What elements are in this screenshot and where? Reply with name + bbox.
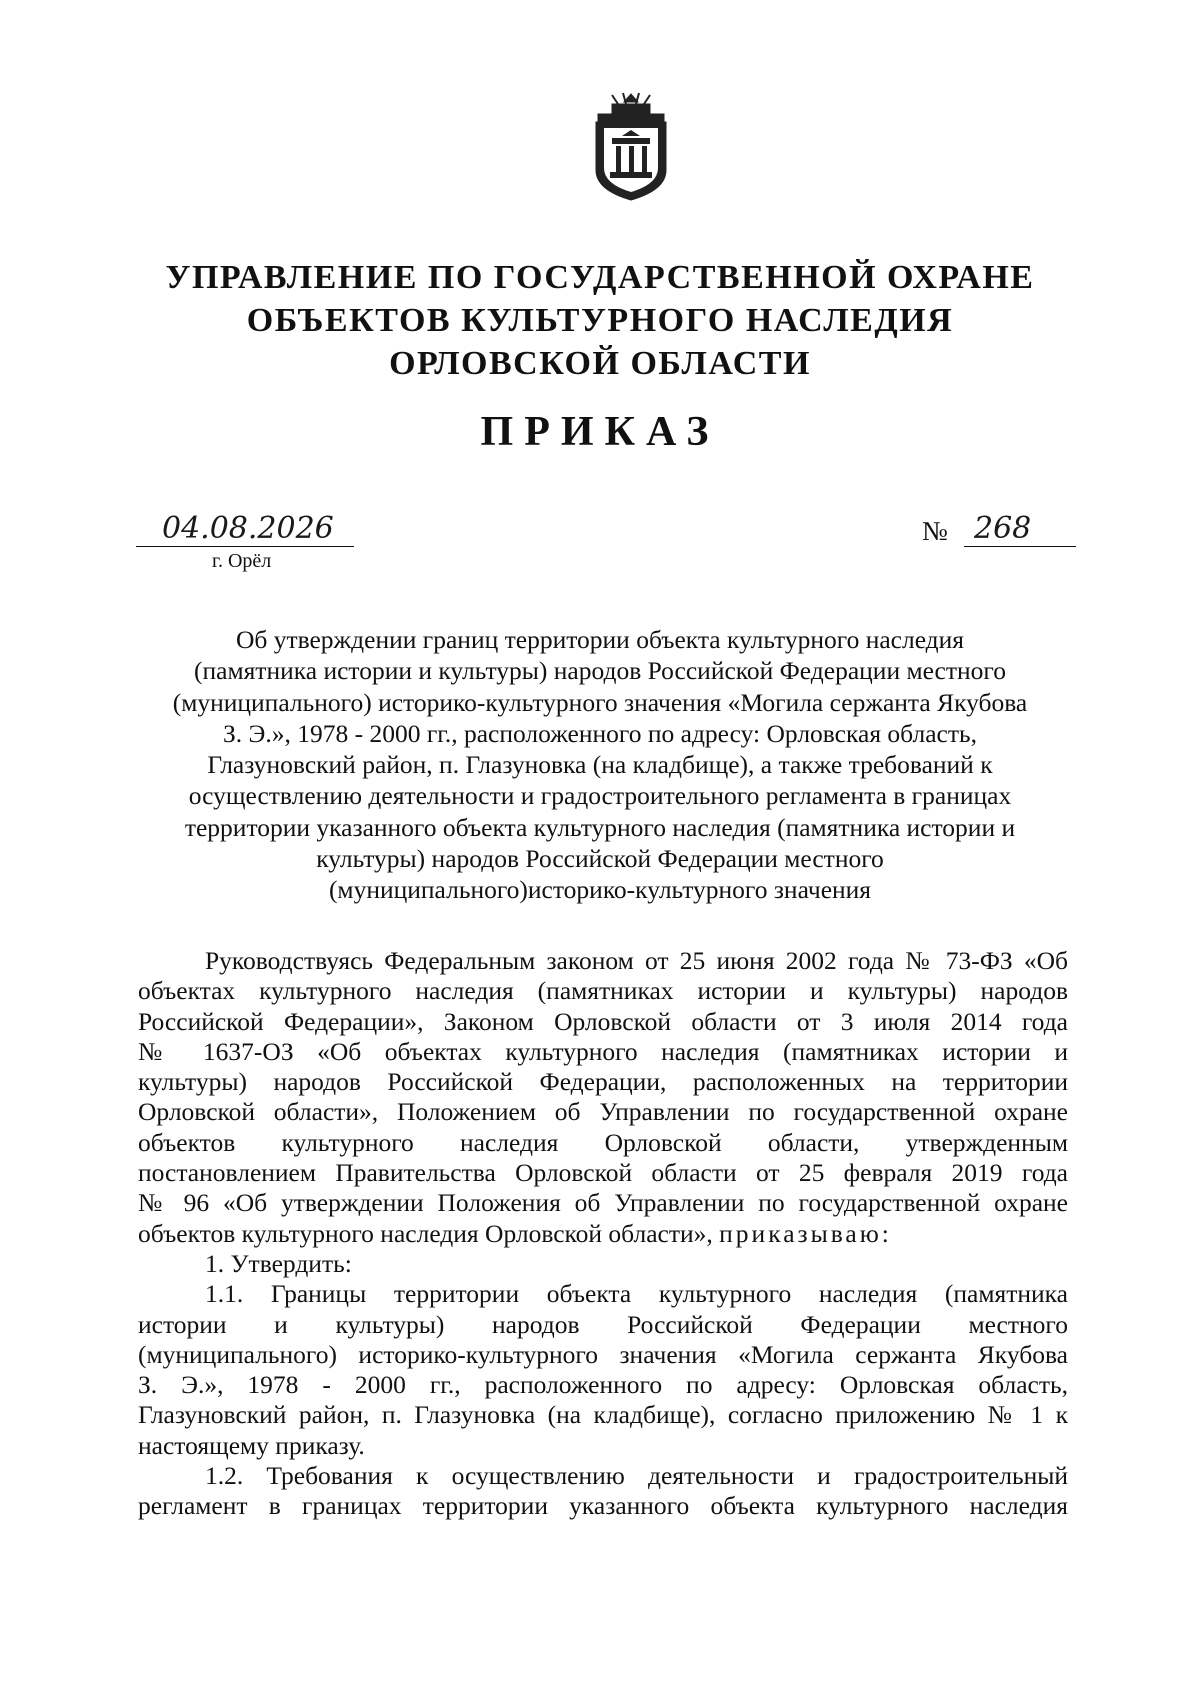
preamble-line: объектах культурного наследия (памятниках истории и культуры) народов	[138, 976, 1068, 1006]
preamble-line: Орловской области», Положением об Управлении по государственной охране	[138, 1097, 1068, 1127]
coat-of-arms-icon	[588, 92, 674, 202]
preamble-line: Руководствуясь Федеральным законом от 25 июня 2002 года № 73-ФЗ «Об	[205, 946, 1068, 975]
subject-line: З. Э.», 1978 - 2000 гг., расположенного по адресу: Орловская область,	[222, 718, 978, 748]
preamble-line: Российской Федерации», Законом Орловской области от 3 июля 2014 года	[138, 1006, 1068, 1036]
preamble-line: культуры) народов Российской Федерации, расположенных на территории	[138, 1067, 1068, 1097]
item-1-1-line: Глазуновский район, п. Глазуновка (на кладбище), согласно приложению № 1 к	[138, 1400, 1068, 1430]
preamble-last-line	[138, 1219, 1068, 1249]
preamble-line: № 96 «Об утверждении Положения об Управлении по государственной охране	[138, 1188, 1068, 1218]
preamble-line: № 1637-ОЗ «Об объектах культурного наследия (памятниках истории и	[138, 1036, 1068, 1066]
subject-line: территории указанного объекта культурного наследия (памятника истории и	[184, 812, 1016, 842]
subject-line: (памятника истории и культуры) народов Российской Федерации местного	[193, 656, 1006, 686]
item-1-1-line: З. Э.», 1978 - 2000 гг., расположенного по адресу: Орловская область,	[138, 1370, 1068, 1400]
item-1-1-line: 1.1. Границы территории объекта культурного наследия (памятника	[205, 1279, 1068, 1309]
city-label: г. Орёл	[212, 550, 272, 572]
item-1-2-line: регламент в границах территории указанного объекта культурного наследия	[138, 1491, 1068, 1521]
preamble-line-text: объектов культурного наследия Орловской области»,	[138, 1218, 713, 1248]
organization-name-line: ОБЪЕКТОВ КУЛЬТУРНОГО НАСЛЕДИЯ	[246, 302, 954, 339]
organization-name	[140, 256, 1060, 385]
item-1-1-line: истории и культуры) народов Российской Федерации местного	[138, 1309, 1068, 1339]
subject-line: Об утверждении границ территории объекта культурного наследия	[235, 625, 965, 654]
order-word: приказываю:	[719, 1218, 892, 1248]
item-1-1-line: (муниципального) историко-культурного значения «Могила сержанта Якубова	[138, 1339, 1068, 1369]
date-block	[136, 512, 354, 573]
preamble-line: объектов культурного наследия Орловской области, утвержденным	[138, 1127, 1068, 1157]
date-signature-line	[136, 512, 354, 547]
document-type-title: ПРИКАЗ	[480, 409, 720, 455]
number-sign: №	[922, 516, 948, 546]
handwritten-date: 04.08.2026	[162, 511, 334, 546]
item-1: 1. Утвердить:	[205, 1248, 352, 1278]
subject-line: культуры) народов Российской Федерации местного	[316, 844, 884, 874]
organization-name-line: УПРАВЛЕНИЕ ПО ГОСУДАРСТВЕННОЙ ОХРАНЕ	[165, 259, 1035, 296]
subject-line: осуществлению деятельности и градостроительного регламента в границах	[188, 781, 1012, 811]
item-1-1-last-line: настоящему приказу.	[138, 1430, 365, 1460]
preamble-line: постановлением Правительства Орловской области от 25 февраля 2019 года	[138, 1158, 1068, 1188]
organization-name-line: ОРЛОВСКОЙ ОБЛАСТИ	[389, 345, 811, 382]
order-body	[138, 946, 1068, 1522]
subject-line: (муниципального) историко-культурного значения «Могила сержанта Якубова	[172, 687, 1028, 717]
order-number-block	[922, 512, 1076, 547]
subject-line: Глазуновский район, п. Глазуновка (на кладбище), а также требований к	[207, 750, 993, 780]
order-subject	[140, 624, 1060, 906]
item-1-2-line: 1.2. Требования к осуществлению деятельности и градостроительный	[205, 1461, 1068, 1491]
handwritten-order-number: 268	[964, 512, 1076, 547]
subject-line: (муниципального)историко-культурного значения	[328, 875, 872, 905]
